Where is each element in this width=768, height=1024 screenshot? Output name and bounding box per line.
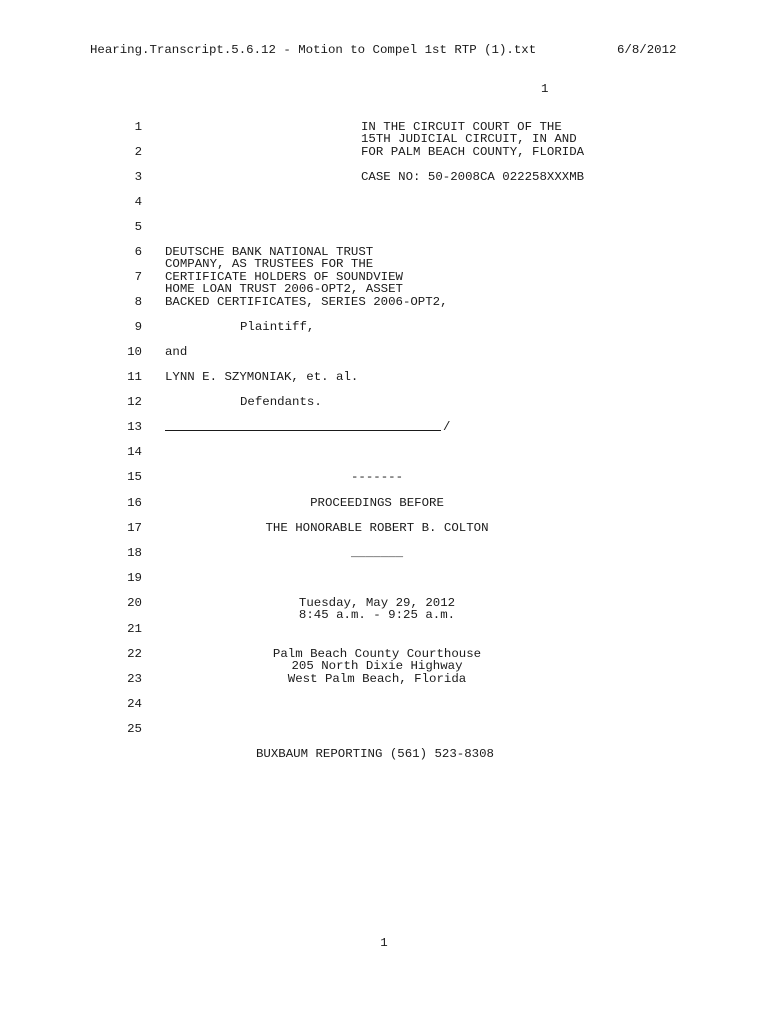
location-line-2: 205 North Dixie Highway (291, 659, 463, 673)
hearing-time: 8:45 a.m. - 9:25 a.m. (298, 608, 456, 622)
line-number: 17 (127, 521, 142, 535)
line-number: 10 (127, 345, 142, 359)
caption-rule-slash: / (443, 420, 451, 434)
line-number: 25 (127, 722, 142, 736)
document-date: 6/8/2012 (617, 43, 677, 57)
line-number: 24 (127, 697, 142, 711)
location-line-1: Palm Beach County Courthouse (272, 647, 482, 661)
footer-page-number: 1 (380, 936, 388, 950)
plaintiff-line-7: CERTIFICATE HOLDERS OF SOUNDVIEW (165, 270, 403, 284)
hearing-date: Tuesday, May 29, 2012 (298, 596, 456, 610)
line-number: 4 (134, 195, 142, 209)
line-number: 22 (127, 647, 142, 661)
document-filename: Hearing.Transcript.5.6.12 - Motion to Compel 1st RTP (1).txt (90, 43, 537, 57)
line-number: 6 (134, 245, 142, 259)
line-number: 19 (127, 571, 142, 585)
line-number: 20 (127, 596, 142, 610)
case-number: CASE NO: 50-2008CA 022258XXXMB (361, 170, 585, 184)
court-line-1: IN THE CIRCUIT COURT OF THE (361, 120, 562, 134)
plaintiff-line-8: BACKED CERTIFICATES, SERIES 2006-OPT2, (165, 295, 448, 309)
line-number: 7 (134, 270, 142, 284)
line-number: 2 (134, 145, 142, 159)
line-number: 3 (134, 170, 142, 184)
proceedings-heading: PROCEEDINGS BEFORE (310, 496, 444, 510)
transcript-page-number: 1 (541, 82, 549, 96)
court-line-2: FOR PALM BEACH COUNTY, FLORIDA (361, 145, 585, 159)
caption-rule (165, 430, 441, 431)
and-text: and (165, 345, 188, 359)
line-number: 23 (127, 672, 142, 686)
line-number: 18 (127, 546, 142, 560)
defendant-role: Defendants. (240, 395, 322, 409)
line-number: 9 (134, 320, 142, 334)
line-number: 15 (127, 470, 142, 484)
line-number: 1 (134, 120, 142, 134)
reporter-line: BUXBAUM REPORTING (561) 523-8308 (256, 747, 494, 761)
plaintiff-line-6b: COMPANY, AS TRUSTEES FOR THE (165, 257, 374, 271)
line-number: 11 (127, 370, 142, 384)
court-line-1b: 15TH JUDICIAL CIRCUIT, IN AND (361, 132, 577, 146)
judge-name: THE HONORABLE ROBERT B. COLTON (265, 521, 489, 535)
line-number: 16 (127, 496, 142, 510)
plaintiff-line-6: DEUTSCHE BANK NATIONAL TRUST (165, 245, 374, 259)
underline-separator: _______ (350, 546, 404, 560)
plaintiff-role: Plaintiff, (240, 320, 315, 334)
defendant-name: LYNN E. SZYMONIAK, et. al. (165, 370, 359, 384)
line-number: 8 (134, 295, 142, 309)
line-number: 21 (127, 622, 142, 636)
plaintiff-line-7b: HOME LOAN TRUST 2006-OPT2, ASSET (165, 282, 403, 296)
line-number: 14 (127, 445, 142, 459)
location-line-3: West Palm Beach, Florida (287, 672, 467, 686)
line-number: 12 (127, 395, 142, 409)
dashes-separator: ------- (350, 470, 404, 484)
line-number: 13 (127, 420, 142, 434)
line-number: 5 (134, 220, 142, 234)
